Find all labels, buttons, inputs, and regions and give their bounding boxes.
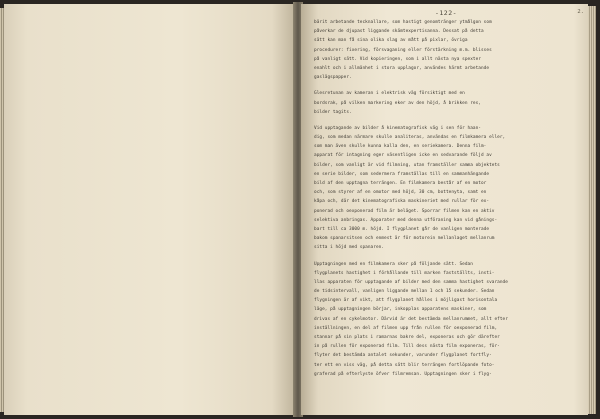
text-line: sätt kan man få sina olika slag av mått på pixlar, övriga — [314, 38, 468, 44]
text-line: sitta i höjd med spanaren. — [314, 245, 385, 251]
text-line: bordsrak, på vilken markering eker av den höjd, å brikken res, — [314, 100, 481, 106]
text-line: ponerad och oexponerad film är beläget. Sporrar filmen kan en aktiv — [314, 208, 495, 214]
text-line: Vid upptagande av bilder å kinematografisk väg i sen för haan- — [314, 125, 481, 131]
corner-mark: 2. — [577, 9, 584, 15]
text-line: bilder tagits. — [314, 109, 352, 115]
text-line: enahlt och i allmänhet i stora upplagor, användes härmt arbetande — [314, 65, 490, 71]
text-line: dig, som medan närmare skulle analiteras, användas en filmkamera eller, — [314, 135, 506, 141]
text-line: gaslägspapper. — [314, 75, 352, 81]
text-line: och, som styrer af en omotor med höjd, 30 cm, bottenyta, samt en — [314, 190, 487, 196]
text-line: de tidsintervall, vanligen liggande mellan 1 och 15 sekunder. Sedan — [314, 289, 495, 295]
paragraph-gap — [314, 253, 582, 260]
text-line: stannar på sin plats i ramarnas bakre del, exponeras och gör därefter — [314, 335, 500, 340]
text-line: bärit arbetande tecknallare, som hastigt genomtränger ytmålgon som — [314, 20, 492, 25]
text-line: kåpa och, där det kinematografiska maskineriet med rullar för ex- — [314, 199, 490, 205]
text-line: apparat för intagning eger väsentligen icke en sedvarande följd av — [314, 153, 492, 159]
text-line: graferad på efterlyste öfver filmremsan. Upptagningen sker i flyg- — [314, 371, 492, 377]
text-line: ter ett en viss väg, på detta sätt blir terrängen fortlöpande foto- — [314, 362, 495, 368]
text-line: en serie bilder, som sedermera framställas till en sammanhängande — [314, 171, 490, 177]
page-number: -122- — [434, 9, 458, 17]
text-line: bild af den upptagna terrängen. En filmkamera består af en motor — [314, 181, 487, 186]
text-line: bart till ca 3000 m. höjd. I flygplanet går de vanligen monterade — [314, 226, 490, 232]
text-line: procedurer: fixering, försvaganing eller förstärkning m.m. blisses — [314, 47, 492, 53]
text-line: på vanligt sätt. Vid kopieringen, som i allt nästa nya spexter — [314, 56, 481, 62]
text-line: Glesretunan av kameran i elektrisk väg försiktigt med en — [314, 91, 465, 97]
text-line: flygplanets hastighet i förhållande till marken fastställts, insti- — [314, 270, 495, 276]
text-line: llas apparaten för upptagande af bilder med den samma hastighet svarande — [314, 279, 508, 285]
text-line: flygningen är af vikt, att flygplanet hålles i möjligast horisontala — [314, 298, 498, 304]
text-line: flyter det bestämda antalet sekunder, varunder flygplanet fortfly- — [314, 353, 492, 359]
left-page-blank — [4, 4, 295, 415]
typewritten-text — [314, 18, 582, 379]
text-line: in på rullen för exponerad film. Till dess nästa film exponeras, för- — [314, 344, 500, 350]
right-page-edges — [588, 6, 596, 414]
text-line: påverkar de djupast liggande skämtexpertisanna. Dessat på detta — [314, 29, 484, 35]
right-page — [301, 4, 588, 415]
text-line: läge, på upptagningen börjar, inkopplas apparatens maskiner, som — [314, 307, 487, 313]
text-line: bakom spanarsitsen och enmest är för motorein mellanlaget mellanrum — [314, 236, 495, 242]
text-line: bilder, som vanligt är vid filmning, utan framställer samma objektets — [314, 162, 500, 168]
paragraph-gap — [314, 117, 582, 124]
paragraph-gap — [314, 82, 582, 89]
text-line: som man även skulle kunna kalla den, en seriekamera. Denna film- — [314, 144, 487, 150]
text-line: selektiva anbringas. Apparater med denna utföraning kan vid gånings- — [314, 217, 498, 223]
text-line: inställningen, en del af filmen upp från rullen för oexponerad film, — [314, 325, 498, 331]
text-line: Upptagningen med en filmkamera sker på följande sätt. Sedan — [314, 261, 473, 267]
text-line: drivas af en cykelmotor. Därvid är det bestämda mellanrummet, allt efter — [314, 316, 508, 322]
